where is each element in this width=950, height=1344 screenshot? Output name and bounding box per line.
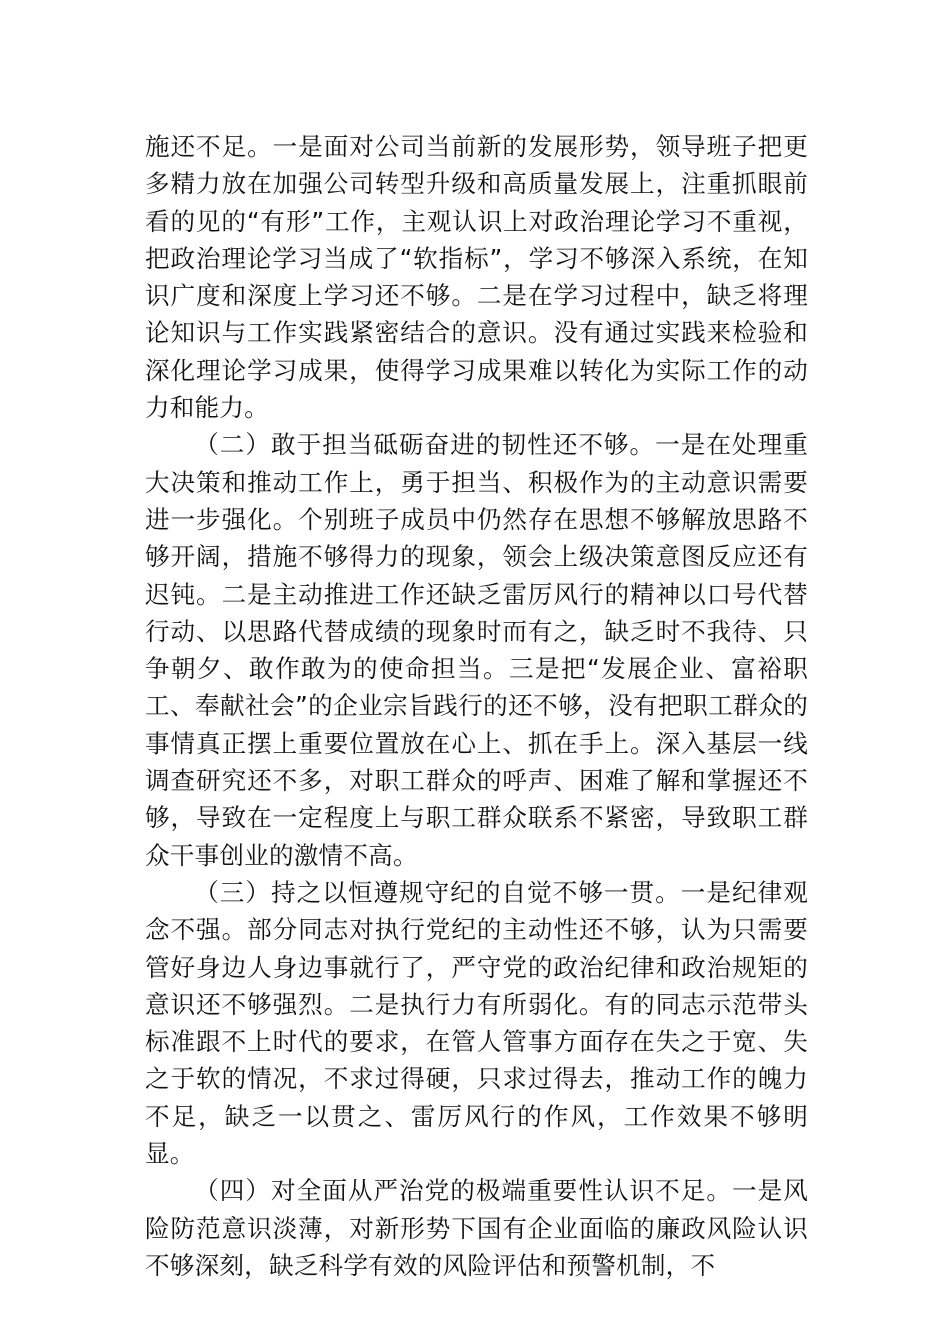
document-body [145, 128, 808, 1284]
paragraph-section-2: （二）敢于担当砥砺奋进的韧性还不够。一是在处理重大决策和推动工作上，勇于担当、积极作为的主动意识需要进一步强化。个别班子成员中仍然存在思想不够解放思路不够开阔，措施不够得力的现象，领会上级决策意图反应还有迟钝。二是主动推进工作还缺乏雷厉风行的精神以口号代替行动、以思路代替成绩的现象时而有之，缺乏时不我待、只争朝夕、敢作敢为的使命担当。三是把“发展企业、富裕职工、奉献社会”的企业宗旨践行的还不够，没有把职工群众的事情真正摆上重要位置放在心上、抓在手上。深入基层一线调查研究还不多，对职工群众的呼声、困难了解和掌握还不够，导致在一定程度上与职工群众联系不紧密，导致职工群众干事创业的激情不高。 [145, 430, 808, 870]
paragraph-continuation: 施还不足。一是面对公司当前新的发展形势，领导班子把更多精力放在加强公司转型升级和高质量发展上，注重抓眼前看的见的“有形”工作，主观认识上对政治理论学习不重视，把政治理论学习当成了“软指标”，学习不够深入系统，在知识广度和深度上学习还不够。二是在学习过程中，缺乏将理论知识与工作实践紧密结合的意识。没有通过实践来检验和深化理论学习成果，使得学习成果难以转化为实际工作的动力和能力。 [145, 132, 808, 423]
paragraph-section-4: （四）对全面从严治党的极端重要性认识不足。一是风险防范意识淡薄，对新形势下国有企业面临的廉政风险认识不够深刻，缺乏科学有效的风险评估和预警机制，不 [145, 1176, 808, 1280]
paragraph-section-3: （三）持之以恒遵规守纪的自觉不够一贯。一是纪律观念不强。部分同志对执行党纪的主动性还不够，认为只需要管好身边人身边事就行了，严守党的政治纪律和政治规矩的意识还不够强烈。二是执行力有所弱化。有的同志示范带头标准跟不上时代的要求，在管人管事方面存在失之于宽、失之于软的情况，不求过得硬，只求过得去，推动工作的魄力不足，缺乏一以贯之、雷厉风行的作风，工作效果不够明显。 [145, 877, 808, 1169]
